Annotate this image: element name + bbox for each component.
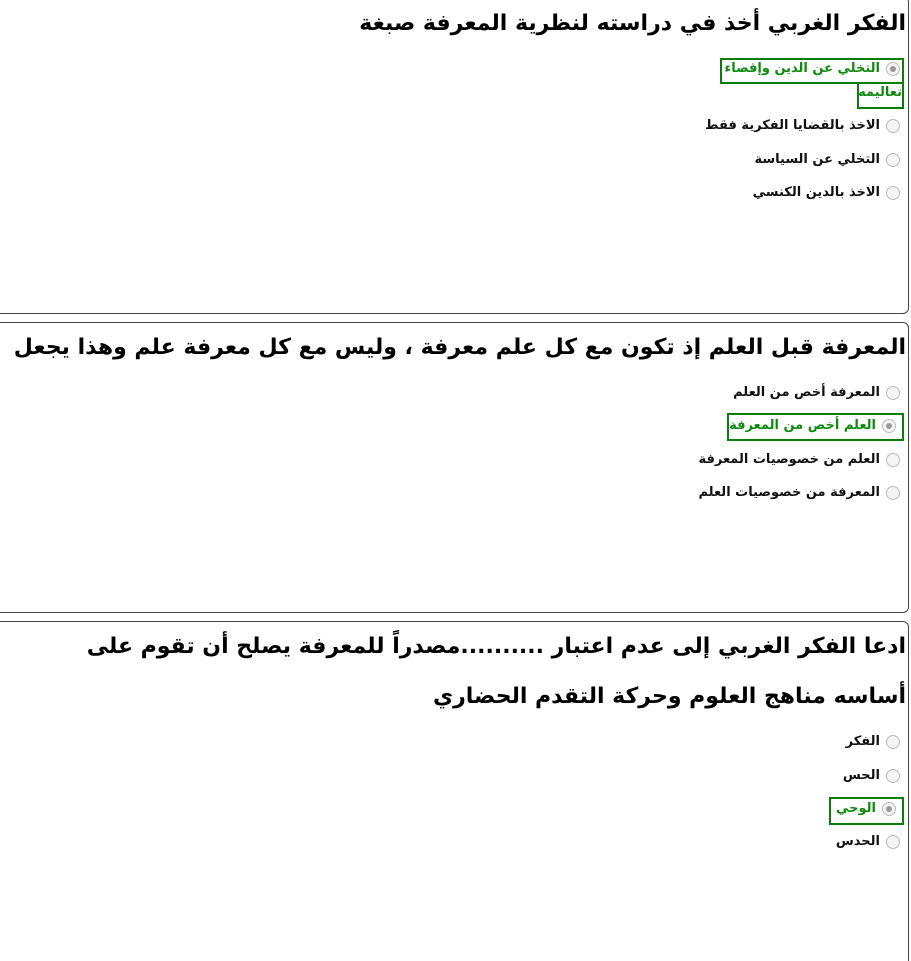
question-3-text-line-1: ادعا الفكر الغربي إلى عدم اعتبار ..........مصدراً للمعرفة يصلح أن تقوم على <box>86 634 906 659</box>
option-label: الفكر <box>845 734 880 749</box>
question-card-1 <box>0 0 909 314</box>
question-3-option-1[interactable] <box>846 734 900 749</box>
question-3-text-line-2: أساسه مناهج العلوم وحركة التقدم الحضاري <box>432 684 906 709</box>
option-label: الحس <box>842 768 880 783</box>
option-label-continued: تعاليمه <box>858 85 902 100</box>
option-label: المعرفة أخص من العلم <box>733 385 880 400</box>
question-3-option-2[interactable] <box>843 768 900 783</box>
correct-answer-highlight-left-bar <box>720 82 857 84</box>
question-2-option-1[interactable] <box>733 385 900 400</box>
correct-answer-highlight-lower <box>857 82 904 109</box>
radio-button[interactable] <box>886 486 900 500</box>
question-1-text: الفكر الغربي أخذ في دراسته لنظرية المعرفة صبغة <box>359 11 906 36</box>
option-label: المعرفة من خصوصيات العلم <box>698 485 880 500</box>
option-label: الوحي <box>835 801 876 816</box>
radio-button[interactable] <box>886 119 900 133</box>
correct-answer-highlight <box>829 797 904 825</box>
question-2-text: المعرفة قبل العلم إذ تكون مع كل علم معرفة ، وليس مع كل معرفة علم وهذا يجعل <box>13 335 906 360</box>
radio-button[interactable] <box>886 186 900 200</box>
radio-button[interactable] <box>886 153 900 167</box>
option-label: الحدس <box>835 834 880 849</box>
question-1-option-2[interactable] <box>705 118 900 133</box>
correct-answer-highlight <box>720 58 904 84</box>
option-label: الاخذ بالدين الكنسي <box>752 185 880 200</box>
question-2-option-3[interactable] <box>698 452 900 467</box>
radio-button[interactable] <box>886 735 900 749</box>
option-label: الاخذ بالقضايا الفكرية فقط <box>705 118 880 133</box>
option-label: التخلي عن الدين وإقصاء <box>724 61 880 76</box>
question-card-3 <box>0 621 909 961</box>
question-card-2 <box>0 322 909 613</box>
radio-button[interactable] <box>886 386 900 400</box>
correct-answer-highlight <box>727 413 904 441</box>
radio-button[interactable] <box>886 453 900 467</box>
question-2-option-4[interactable] <box>698 485 900 500</box>
option-label: التخلي عن السياسة <box>754 152 880 167</box>
option-label: العلم أخص من المعرفة <box>729 418 876 433</box>
radio-button[interactable] <box>886 769 900 783</box>
question-3-option-4[interactable] <box>836 834 900 849</box>
question-1-option-3[interactable] <box>754 152 900 167</box>
option-label: العلم من خصوصيات المعرفة <box>698 452 880 467</box>
question-1-option-4[interactable] <box>753 185 900 200</box>
radio-button[interactable] <box>886 835 900 849</box>
